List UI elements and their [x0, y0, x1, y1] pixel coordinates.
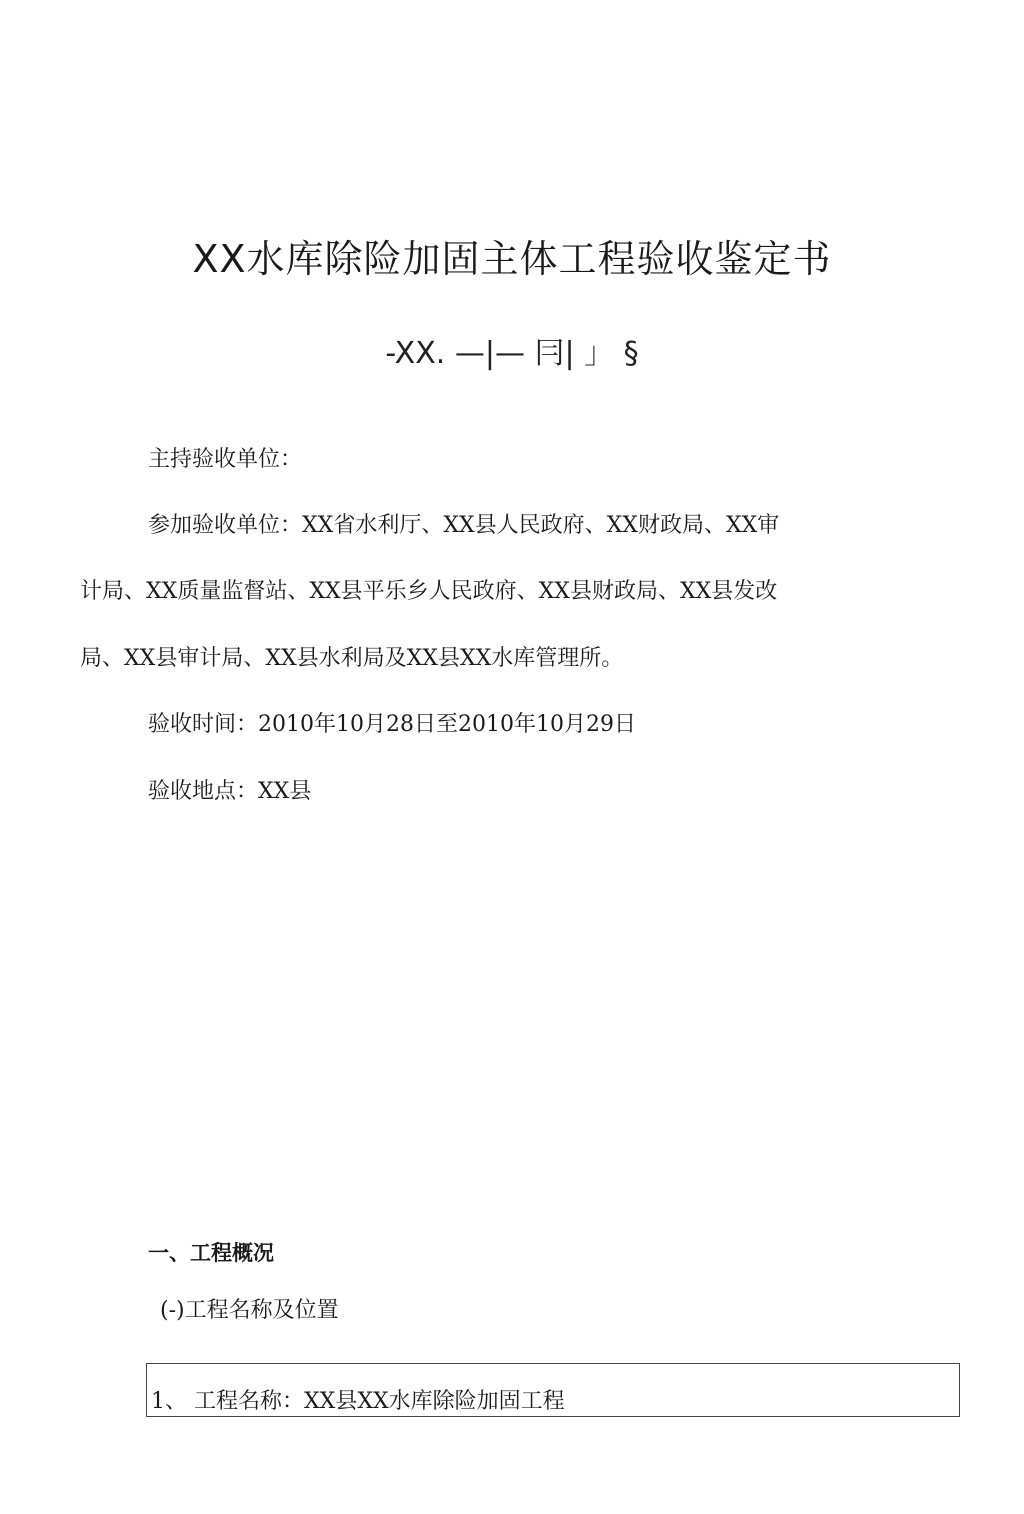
participants-line-2: 计局、XX质量监督站、XX县平乐乡人民政府、XX县财政局、XX县发改 — [80, 579, 778, 604]
section-heading: 一、工程概况 — [148, 1241, 274, 1265]
participants-line-3: 局、XX县审计局、XX县水利局及XX县XX水库管理所。 — [80, 646, 624, 671]
host-unit-line: 主持验收单位： — [148, 447, 303, 472]
project-name-line: 1、 工程名称：XX县XX水库除险加固工程 — [151, 1389, 565, 1414]
document-title: XX水库除险加固主体工程验收鉴定书 — [192, 237, 832, 281]
acceptance-place-line: 验收地点：XX县 — [148, 779, 312, 804]
document-subtitle: -XX. —|— 冃| 」 § — [385, 336, 639, 371]
participants-line-1: 参加验收单位：XX省水利厅、XX县人民政府、XX财政局、XX审 — [148, 513, 780, 538]
project-name-box — [146, 1363, 960, 1417]
subsection-heading: (-)工程名称及位置 — [160, 1298, 339, 1323]
acceptance-time-line: 验收时间：2010年10月28日至2010年10月29日 — [148, 712, 636, 737]
